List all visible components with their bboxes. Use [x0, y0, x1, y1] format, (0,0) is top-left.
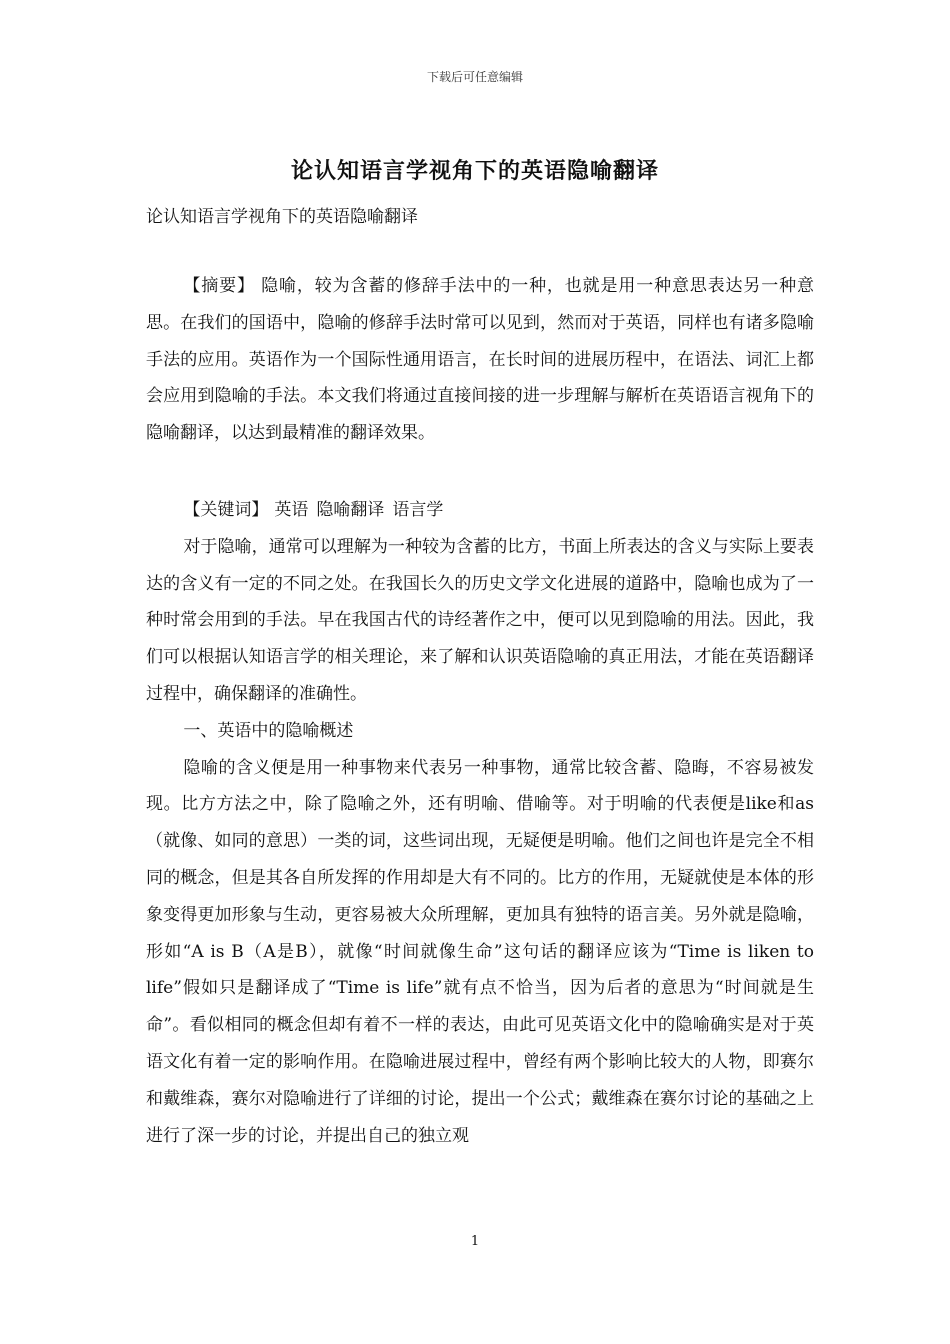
intro-paragraph: 对于隐喻，通常可以理解为一种较为含蓄的比方，书面上所表达的含义与实际上要表达的含义有一定的不同之处。在我国长久的历史文学文化进展的道路中，隐喻也成为了一种时常会用到的手法。早在我国古代的诗经著作之中，便可以见到隐喻的用法。因此，我们可以根据认知语言学的相关理论，来了解和认识英语隐喻的真正用法，才能在英语翻译过程中，确保翻译的准确性。 — [146, 536, 814, 704]
keyword-term: 隐喻翻译 — [316, 500, 385, 520]
document-subtitle: 论认知语言学视角下的英语隐喻翻译 — [146, 207, 418, 227]
page-number: 1 — [470, 1234, 480, 1249]
keywords-line — [146, 492, 814, 529]
header-note: 下载后可任意编辑 — [426, 70, 523, 84]
section-paragraph: 隐喻的含义便是用一种事物来代表另一种事物，通常比较含蓄、隐晦，不容易被发现。比方方法之中，除了隐喻之外，还有明喻、借喻等。对于明喻的代表便是like和as（就像、如同的意思）一类的词，这些词出现，无疑便是明喻。他们之间也许是完全不相同的概念，但是其各自所发挥的作用却是大有不同的。比方的作用，无疑就使是本体的形象变得更加形象与生动，更容易被大众所理解，更加具有独特的语言美。另外就是隐喻，形如“A is B（A是B），就像“时间就像生命”这句话的翻译应该为“Time is liken to life”假如只是翻译成了“Time is life”就有点不恰当，因为后者的意思为“时间就是生命”。看似相同的概念但却有着不一样的表达，由此可见英语文化中的隐喻确实是对于英语文化有着一定的影响作用。在隐喻进展过程中，曾经有两个影响比较大的人物，即赛尔和戴维森，赛尔对隐喻进行了详细的讨论，提出一个公式；戴维森在赛尔讨论的基础之上进行了深一步的讨论，并提出自己的独立观 — [146, 757, 814, 1146]
abstract-section — [146, 268, 814, 452]
keyword-term: 英语 — [274, 500, 309, 520]
section-heading: 一、英语中的隐喻概述 — [183, 720, 354, 741]
abstract-text: 隐喻，较为含蓄的修辞手法中的一种，也就是用一种意思表达另一种意思。在我们的国语中，隐喻的修辞手法时常可以见到，然而对于英语，同样也有诸多隐喻手法的应用。英语作为一个国际性通用语言，在长时间的进展历程中，在语法、词汇上都会应用到隐喻的手法。本文我们将通过直接间接的进一步理解与解析在英语语言视角下的隐喻翻译，以达到最精准的翻译效果。 — [146, 276, 815, 444]
document-title: 论认知语言学视角下的英语隐喻翻译 — [290, 158, 659, 184]
abstract-label: 【摘要】 — [183, 276, 255, 296]
body-section — [146, 492, 814, 1154]
keywords-label: 【关键词】 — [183, 500, 269, 520]
abstract-paragraph — [146, 268, 814, 452]
keyword-term: 语言学 — [392, 500, 444, 520]
